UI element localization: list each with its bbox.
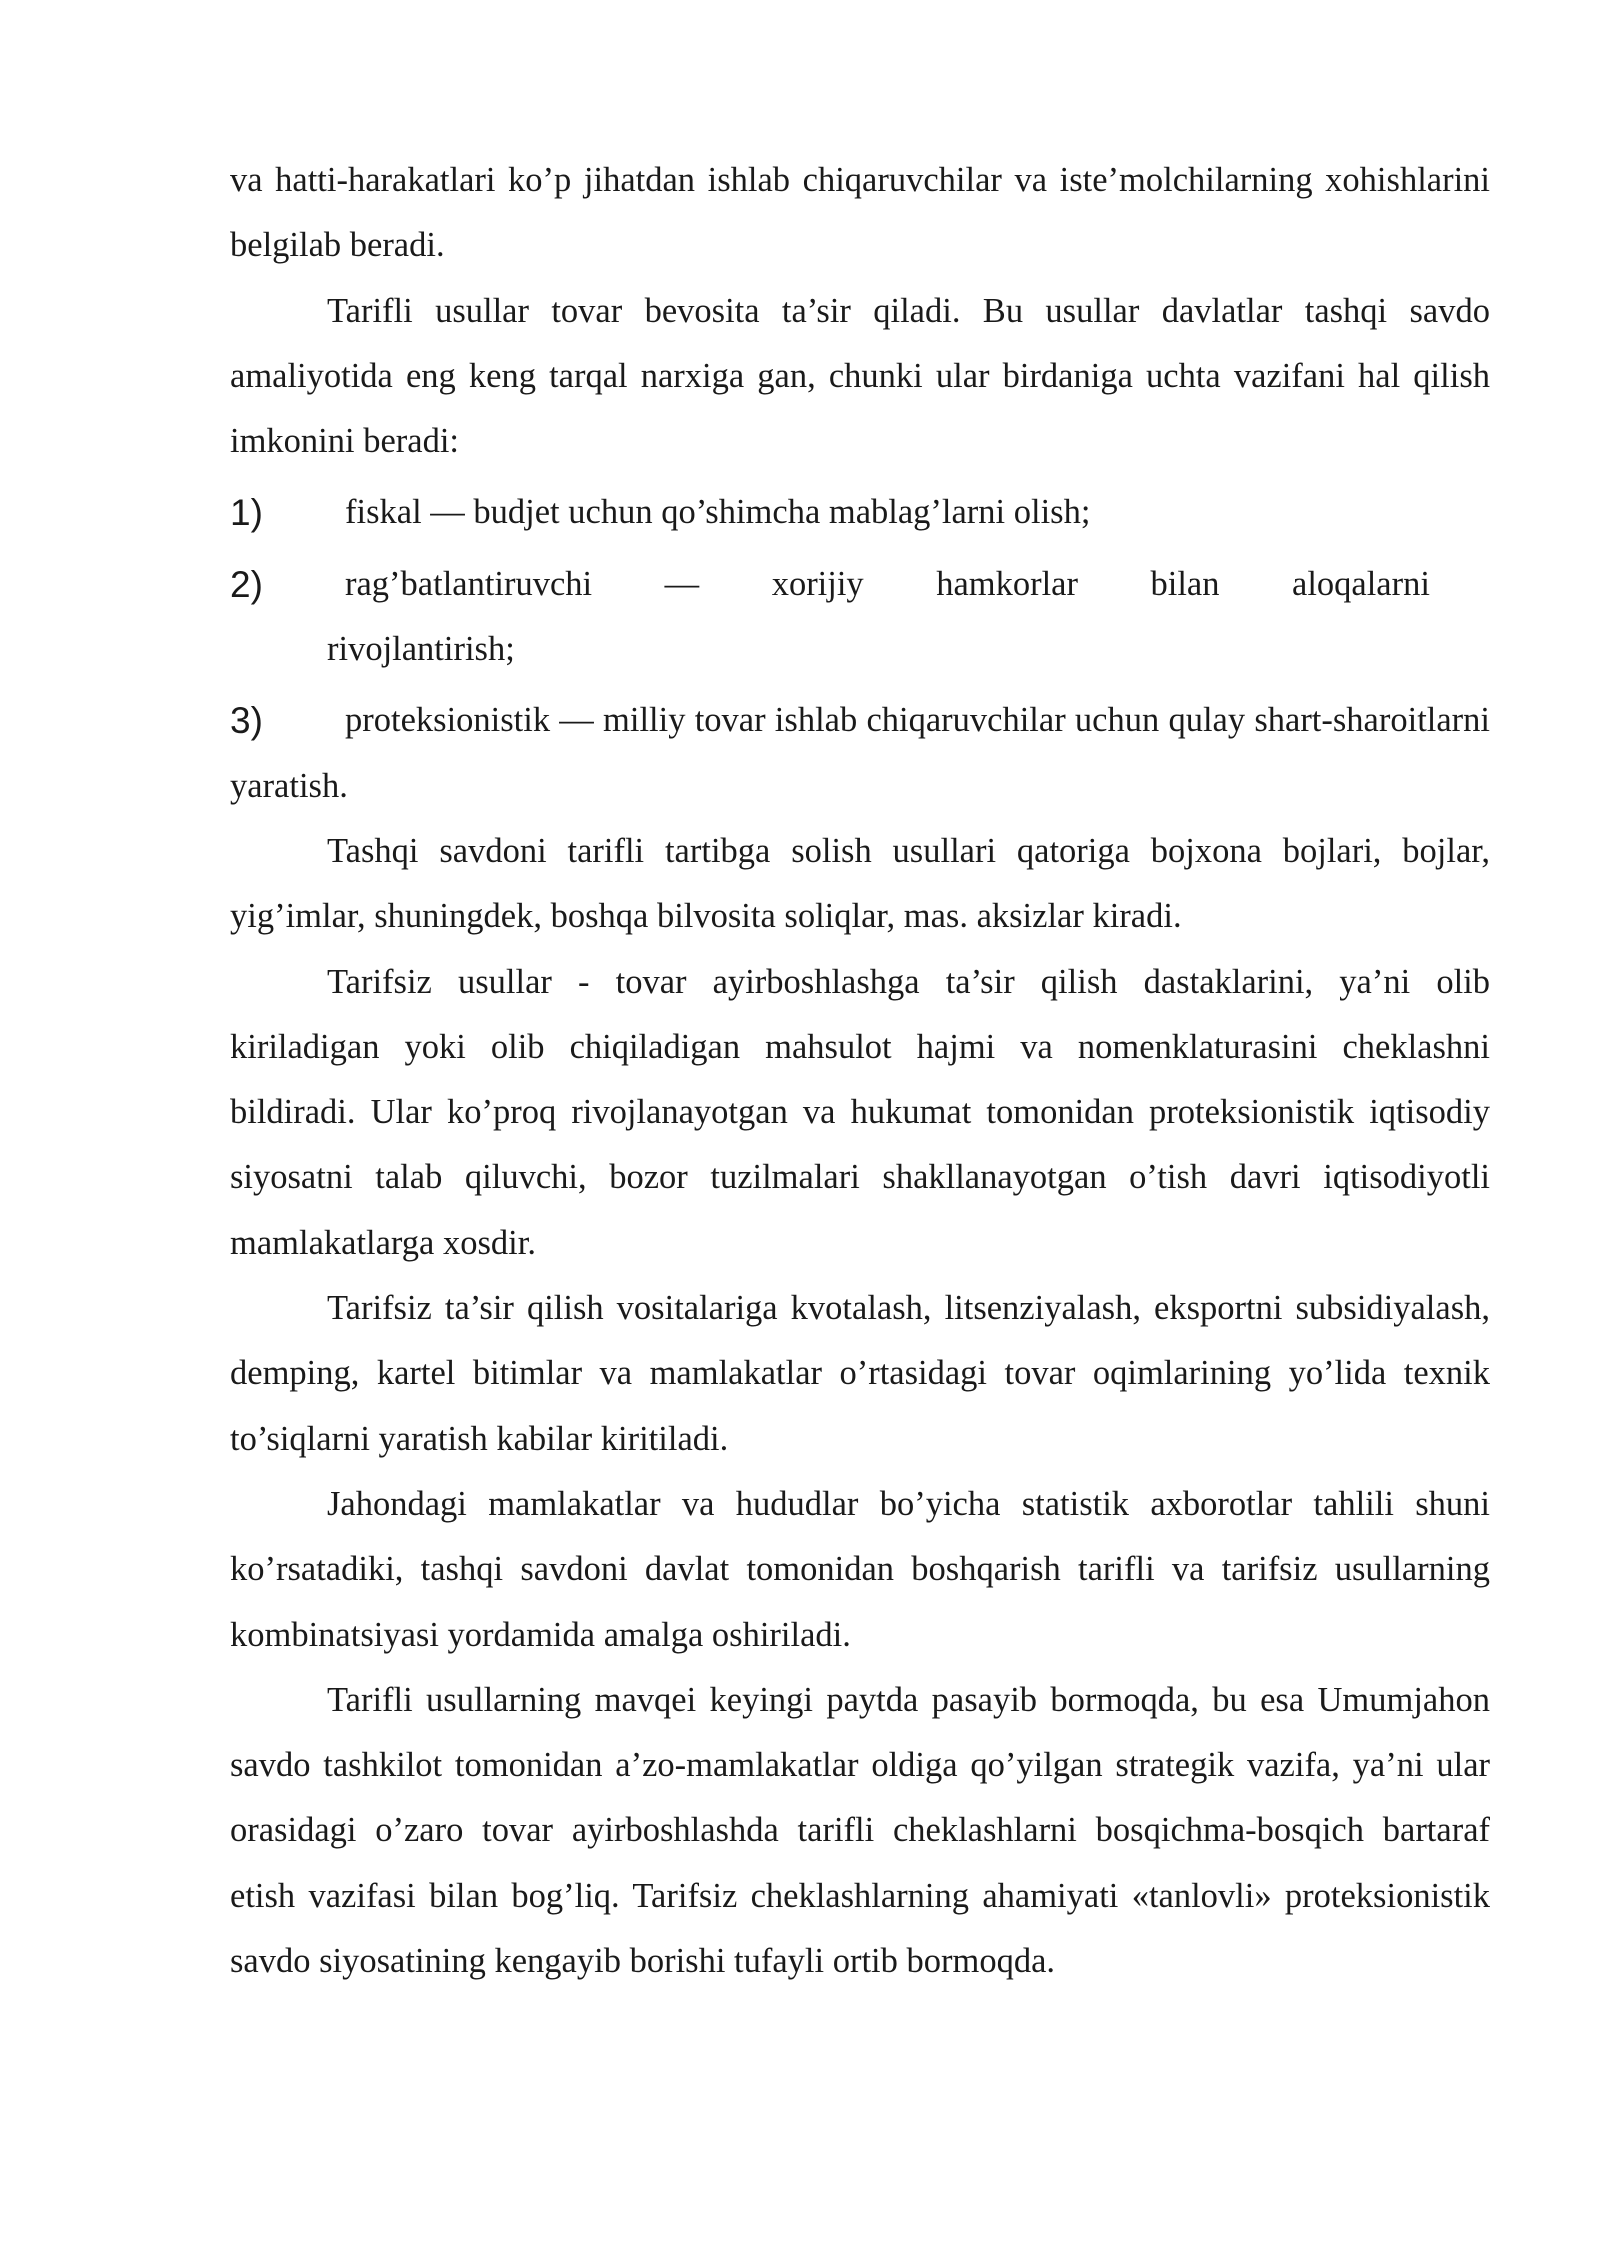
paragraph-non-tariff-methods: Tarifsiz usullar - tovar ayirboshlashga ta’sir qilish dastaklarini, ya’ni olib kiriladigan yoki olib chiqiladigan mahsulot hajmi va nomenklaturasini cheklashni bildiradi. Ular ko’proq rivojlanayotgan va hukumat tomonidan proteksionistik iqtisodiy siyosatni talab qiluvchi, bozor tuzilmalari shakllanayotgan o’tish davri iqtisodiyotli mamlakatlarga xosdir. <box>230 962 1490 1262</box>
list-item-stimulating <box>230 552 1490 683</box>
list-word: bilan <box>1150 564 1220 603</box>
list-item-text <box>230 552 1430 617</box>
list-number: 2) <box>230 563 263 605</box>
paragraph-tariff-methods: Tarifli usullar tovar bevosita ta’sir qiladi. Bu usullar davlatlar tashqi savdo amaliyotida eng keng tarqal narxiga gan, chunki ular birdaniga uchta vazifani hal qilish imkonini beradi: <box>230 291 1490 461</box>
list-item-continuation: rivojlantirish; <box>327 630 515 669</box>
list-word: rag’batlantiruvchi <box>345 564 593 603</box>
list-word: xorijiy <box>771 564 864 603</box>
list-item-text: proteksionistik — milliy tovar ishlab chiqaruvchilar uchun qulay shart-sharoitlarni yaratish. <box>230 701 1490 805</box>
list-item-fiscal <box>230 480 1490 545</box>
list-item-text: fiskal — budjet uchun qo’shimcha mablag’larni olish; <box>345 493 1091 532</box>
paragraph-non-tariff-tools: Tarifsiz ta’sir qilish vositalariga kvotalash, litsenziyalash, eksportni subsidiyalash, demping, kartel bitimlar va mamlakatlar o’rtasidagi tovar oqimlarining yo’lida texnik to’siqlarni yaratish kabilar kiritiladi. <box>230 1289 1490 1458</box>
paragraph-statistics: Jahondagi mamlakatlar va hududlar bo’yicha statistik axborotlar tahlili shuni ko’rsatadiki, tashqi savdoni davlat tomonidan boshqarish tarifli va tarifsiz usullarning kombinatsiyasi yordamida amalga oshiriladi. <box>230 1484 1490 1654</box>
list-number: 1) <box>230 492 263 534</box>
list-word: aloqalarni <box>1292 564 1430 603</box>
paragraph-wto: Tarifli usullarning mavqei keyingi paytda pasayib bormoqda, bu esa Umumjahon savdo tashkilot tomonidan a’zo-mamlakatlar oldiga qo’yilgan strategik vazifa, ya’ni ular orasidagi o’zaro tovar ayirboshlashda tarifli cheklashlarni bosqichma-bosqich bartaraf etish vazifasi bilan bog’liq. Tarifsiz cheklashlarning ahamiyati «tanlovli» proteksionistik savdo siyosatining kengayib borishi tufayli ortib bormoqda. <box>230 1680 1490 1981</box>
paragraph-tariff-regulation: Tashqi savdoni tarifli tartibga solish usullari qatoriga bojxona bojlari, bojlar, yig’imlar, shuningdek, boshqa bilvosita soliqlar, mas. aksizlar kiradi. <box>230 831 1490 936</box>
list-word: hamkorlar <box>936 564 1078 603</box>
list-number: 3) <box>230 700 263 742</box>
document-page <box>230 148 1490 1994</box>
paragraph-continuation: va hatti-harakatlari ko’p jihatdan ishlab chiqaruvchilar va iste’molchilarning xohishlarini belgilab beradi. <box>230 161 1490 265</box>
list-word: — <box>664 564 700 603</box>
list-item-protectionist <box>230 688 1490 819</box>
